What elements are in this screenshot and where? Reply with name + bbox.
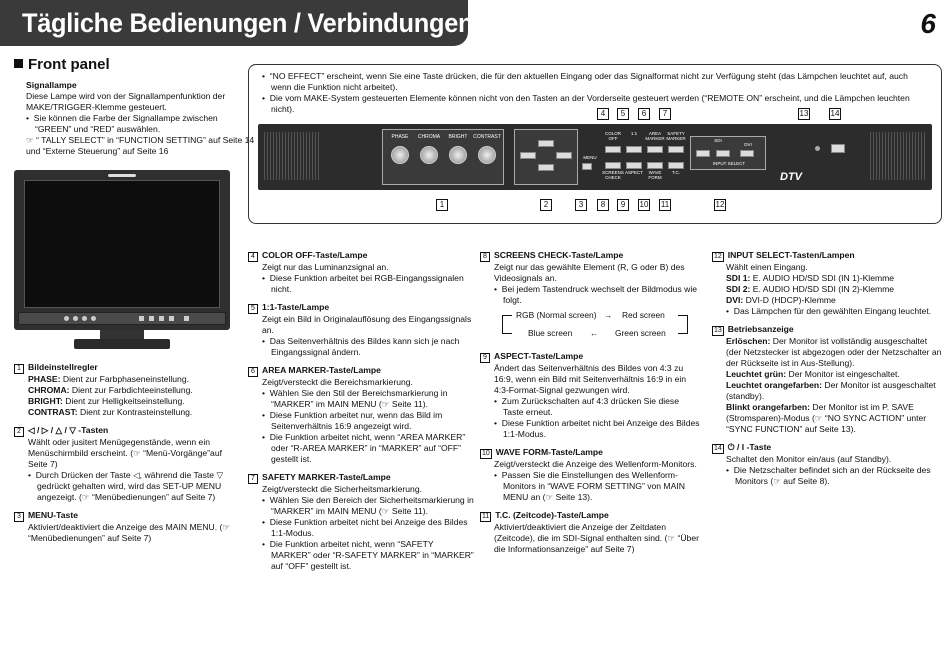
cycle-green: Green screen [615,328,666,338]
items-column-4 [712,250,942,494]
input-select-label: INPUT SELECT [712,161,746,166]
down-arrow-button[interactable] [538,164,554,171]
aspect-label: ASPECT [624,170,643,175]
item-2: 2 ◁ / ▷ / △ / ▽ -Tasten Wählt oder jusitert Menügegenstände, wenn ein Menüschirmbild erscheint. (☞ “Menü-Vorgänge”auf Seite 7) • Durch Drücken der Taste ◁, während die Taste ▽ gedrückt gehalten wird, wird das SET-UP MENU angezeigt. (☞ “Menübedienungen” auf Seite 7) [14,425,232,503]
menu-label: MENU [583,155,597,160]
note-item: • Die vom MAKE-System gesteuerten Elemente können nicht von den Tasten an der Vorderseite gesteuert werden (“REMOTE ON” erscheint, und die Lämpchen leuchten nicht). [262,93,910,114]
area-marker-button[interactable] [647,146,663,153]
tag-3: 3 [575,199,587,211]
power-button[interactable] [831,144,845,153]
safety-marker-label: SAFETY MARKER [666,131,686,141]
tc-button[interactable] [668,162,684,169]
knob-label-chroma: CHROMA [417,134,441,140]
knob-dot [82,316,87,321]
left-arrow-button[interactable] [520,152,536,159]
front-panel-drawing [258,124,932,190]
phase-knob[interactable] [391,146,409,164]
page-title: Tägliche Bedienungen / Verbindungen [22,8,474,38]
power-lamp [815,146,820,151]
cycle-bracket-right [678,315,688,334]
screen-cycle-diagram [494,310,678,344]
button-dot [159,316,164,321]
item-6: 6 AREA MARKER-Taste/Lampe Zeigt/versteckt die Bereichsmarkierung. • Wählen Sie den Stil der Bereichsmarkierung in “MARKER” im MAIN MENU (☞ Seite 11). • Diese Funktion arbeitet nur, wenn das Bild im Seitenverhältnis 16:9 angezeigt wird. • Die Funktion arbeitet nicht, wenn “AREA MARKER” oder “R-AREA MARKER” in “MARKER” auf “OFF” gestellt ist. [248,365,474,465]
item-9: 9 ASPECT-Taste/Lampe Ändert das Seitenverhältnis des Bildes von 4:3 zu 16:9, wenn ein Bild mit Seitenverhältnis 16:9 in ein 4:3-Format-Signal gezwungen wird. • Zum Zurückschalten auf 4:3 drücken Sie diese Taste erneut. • Diese Funktion arbeitet nicht bei Anzeige des Bildes 1:1-Modus. [480,351,700,440]
color-off-label: COLOR OFF [604,131,621,141]
tag-2: 2 [540,199,552,211]
page-number: 6 [920,8,936,39]
item-7: 7 SAFETY MARKER-Taste/Lampe Zeigt/versteckt die Sicherheitsmarkierung. • Wählen Sie den Bereich der Sicherheitsmarkierung in “MARKER” im MAIN MENU (☞ Seite 11). • Diese Funktion arbeitet nicht bei Anzeige des Bildes 1:1-Modus. • Die Funktion arbeitet nicht, wenn “SAFETY MARKER” oder “R-SAFETY MARKER” in “MARKER” auf “OFF” gestellt ist. [248,472,474,572]
signal-lamp-bullet: • Sie können die Farbe der Signallampe zwischen “GREEN” und “RED” auswählen. [26,113,218,134]
color-off-button[interactable] [605,146,621,153]
wave-form-label: WAVE FORM [648,170,662,180]
tag-13: 13 [799,109,809,118]
one-to-one-label: 1:1 [630,131,638,136]
monitor-base [74,339,170,349]
tag-12: 12 [715,200,725,209]
header-bar [0,0,474,46]
tc-label: T.C. [671,170,680,175]
aspect-button[interactable] [626,162,642,169]
sdi-label: SDI [714,138,722,143]
knob-label-bright: BRIGHT [448,134,468,140]
screens-check-button[interactable] [605,162,621,169]
item-5: 5 1:1-Taste/Lampe Zeigt ein Bild in Originalauflösung des Eingangssignals an. • Das Seitenverhältnis des Bildes kann sich je nach Eingangssignal ändern. [248,302,474,358]
dvi-button[interactable] [740,150,754,157]
item-1: 1 Bildeinstellregler PHASE: Dient zur Farbphaseneinstellung. CHROMA: Dient zur Farbdichteeinstellung. BRIGHT: Dient zur Helligkeitseinstellung. CONTRAST: Dient zur Kontrasteinstellung. [14,362,232,418]
tag-6: 6 [638,108,650,120]
contrast-knob[interactable] [478,146,496,164]
screens-check-label: SCREENS CHECK [602,170,624,180]
monitor-screen [24,180,220,308]
items-column-1 [14,362,232,551]
square-bullet-icon [14,59,23,68]
item-8: 8 SCREENS CHECK-Taste/Lampe Zeigt nur das gewählte Element (R, G oder B) des Videosignals an. • Bei jedem Tastendruck wechselt der Bildmodus wie folgt. RGB (Normal screen) → Red screen Green screen ← Blue screen [480,250,700,344]
tag-5: 5 [617,108,629,120]
area-marker-label: AREA MARKER [645,131,665,141]
tag-7: 7 [659,108,671,120]
item-13: 13 Betriebsanzeige Erlöschen: Der Monitor ist vollständig ausgeschaltet (der Netzstecker ist abgezogen oder der Netzschalter an der Rückseite ist in Aus-Stellung). Leuchtet grün: Der Monitor ist eingeschaltet. Leuchtet orangefarben: Der Monitor ist ausgeschaltet (standby). Blinkt orangefarben: Der Monitor ist im P. SAVE (Stromsparen)-Modus (☞ “NO SYNC ACTION” unter “SYNC FUNCTION” auf Seite 13). [714,324,942,434]
sdi1-button[interactable] [696,150,710,157]
dvi-label: DVI [744,142,752,147]
cycle-bracket-left [502,315,512,334]
wave-form-button[interactable] [647,162,663,169]
bright-knob[interactable] [449,146,467,164]
chroma-knob[interactable] [420,146,438,164]
monitor-stand [100,330,144,339]
item-4: 4 COLOR OFF-Taste/Lampe Zeigt nur das Luminanzsignal an. • Diese Funktion arbeitet bei RGB-Eingangssignalen nicht. [248,250,474,295]
cycle-blue: Blue screen [528,328,573,338]
tag-4: 4 [597,108,609,120]
item-14: 14 ⏻ / I -Taste Schaltet den Monitor ein/aus (auf Standby). • Die Netzschalter befindet sich an der Rückseite des Monitors (☞ auf Seite 8). [714,442,931,486]
up-arrow-button[interactable] [538,140,554,147]
brand-logo: DTV [780,171,802,183]
speaker-grill [870,132,926,180]
items-column-3 [480,250,700,562]
cycle-rgb: RGB (Normal screen) [516,310,597,320]
tag-9: 9 [617,199,629,211]
button-dot [139,316,144,321]
knob-dot [64,316,69,321]
button-dot [149,316,154,321]
note-item: • “NO EFFECT” erscheint, wenn Sie eine Taste drücken, die für den aktuellen Eingang oder das Signalformat nicht zur Verfügung steht (das Lämpchen leuchtet auf, auch wenn die Funktion nicht arbeitet). [262,71,908,92]
items-column-2 [248,250,474,579]
knob-label-phase: PHASE [391,134,409,140]
signal-lamp-ref: ☞ “ TALLY SELECT” in “FUNCTION SETTING” auf Seite 14 und “Externe Steuerung” auf Seite 16 [26,135,255,156]
tag-11: 11 [660,200,670,209]
item-12: 12 INPUT SELECT-Tasten/Lampen Wählt einen Eingang. SDI 1: E. AUDIO HD/SD SDI (IN 1)-Klemme SDI 2: E. AUDIO HD/SD SDI (IN 2)-Klemme DVI: DVI-D (HDCP)-Klemme • Das Lämpchen für den gewählten Eingang leuchtet. [714,250,932,316]
knob-dot [73,316,78,321]
menu-button[interactable] [582,163,592,170]
signal-lamp [108,174,136,177]
arrow-left-icon: ← [590,328,599,338]
right-arrow-button[interactable] [556,152,572,159]
monitor-control-strip [18,312,226,325]
knob-dot [91,316,96,321]
item-10: 10 WAVE FORM-Taste/Lampe Zeigt/versteckt die Anzeige des Wellenform-Monitors. • Passen Sie die Einstellungen des Wellenform-Monitors in “WAVE FORM SETTING” von MAIN MENU an (☞ Seite 13). [482,447,697,502]
section-title: Front panel [14,55,110,74]
signal-lamp-title: Signallampe [26,80,77,90]
arrow-right-icon: → [604,310,613,320]
knob-label-contrast: CONTRAST [473,134,501,140]
tag-1: 1 [436,199,448,211]
safety-marker-button[interactable] [668,146,684,153]
one-to-one-button[interactable] [626,146,642,153]
item-11: 11 T.C. (Zeitcode)-Taste/Lampe Aktiviert/deaktiviert die Anzeige der Zeitdaten (Zeitcode), die im SDI-Signal enthalten sind. (☞ “Über die Informationsanzeige” auf Seite 7) [482,510,699,554]
cycle-red: Red screen [622,310,665,320]
button-dot [184,316,189,321]
tag-10: 10 [639,200,649,209]
speaker-grill [264,132,320,180]
monitor-illustration [14,170,230,350]
tag-14: 14 [830,109,840,118]
item-3: 3 MENU-Taste Aktiviert/deaktiviert die Anzeige des MAIN MENU. (☞ “Menübedienungen” auf Seite 7) [14,510,232,544]
signal-lamp-description [26,80,256,157]
signal-lamp-text: Diese Lampe wird von der Signallampenfunktion der MAKE/TRIGGER-Klemme gesteuert. [26,91,226,112]
button-dot [169,316,174,321]
sdi2-button[interactable] [716,150,730,157]
notes [262,71,922,115]
tag-8: 8 [597,199,609,211]
